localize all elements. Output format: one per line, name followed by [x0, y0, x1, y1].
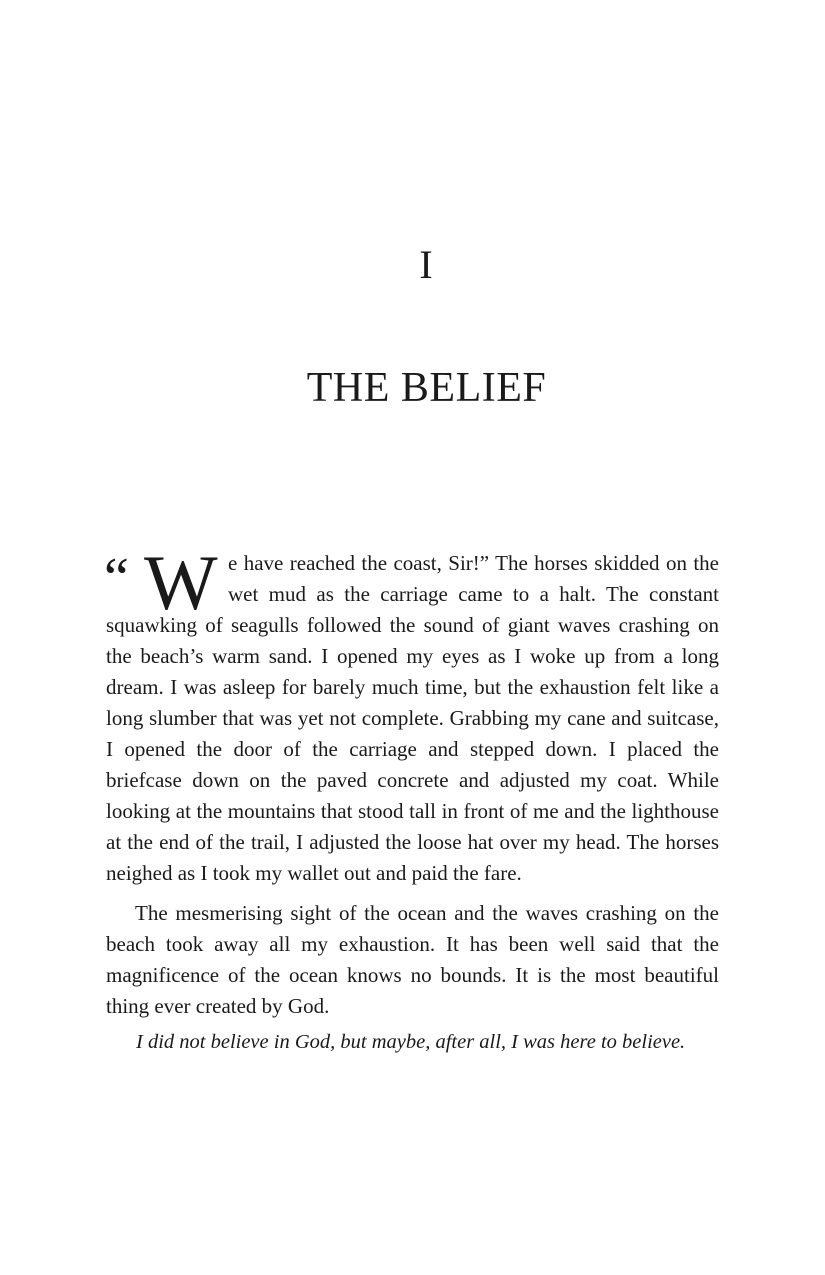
paragraph-1-text: e have reached the coast, Sir!” The horses skidded on the wet mud as the carriage came to a halt. The constant squawking of seagulls followed the sound of giant waves crashing on the beach’s warm sand. I opened my eyes as I woke up from a long dream. I was asleep for barely much time, but the exhaustion felt like a long slumber that was yet not complete. Grabbing my cane and suitcase, I opened the door of the carriage and stepped down. I placed the briefcase down on the paved concrete and adjusted my coat. While looking at the mountains that stood tall in front of me and the lighthouse at the end of the trail, I adjusted the loose hat over my head. The horses neighed as I took my wallet out and paid the fare.	[106, 551, 719, 885]
chapter-title: THE BELIEF	[306, 365, 547, 411]
chapter-number: I	[419, 242, 434, 287]
drop-cap-quote: “	[104, 547, 127, 609]
chapter-body	[104, 539, 719, 1058]
paragraph-2: The mesmerising sight of the ocean and the waves crashing on the beach took away all my exhaustion. It has been well said that the magnificence of the ocean knows no bounds. It is the most beautiful thing ever created by God.	[106, 901, 719, 1018]
paragraph-3-italic: I did not believe in God, but maybe, after all, I was here to believe.	[136, 1031, 686, 1053]
drop-cap-letter: W	[144, 539, 218, 626]
